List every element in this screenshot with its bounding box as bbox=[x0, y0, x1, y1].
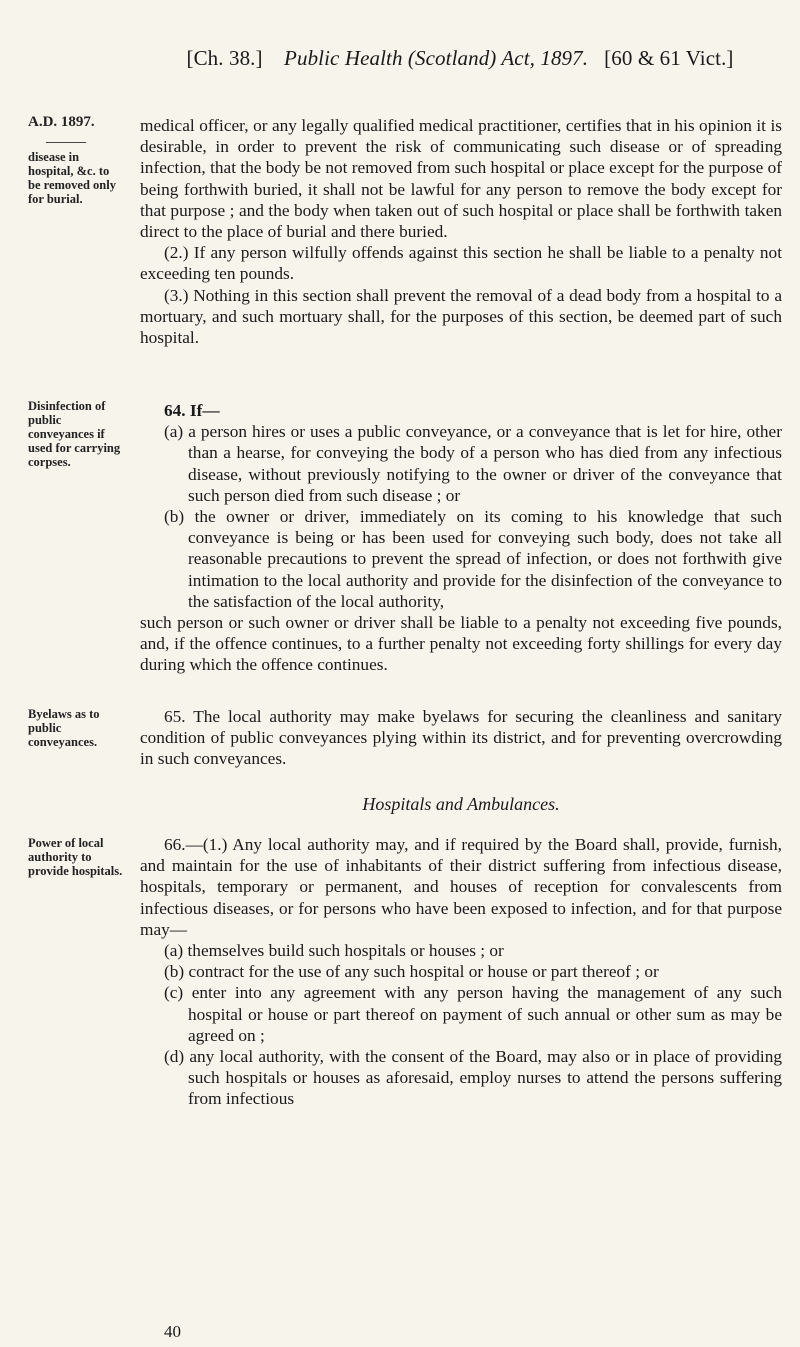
margin-rule bbox=[46, 142, 86, 143]
section-66-text: 66.—(1.) Any local authority may, and if required by the Board shall, provide, furnish, and maintain for the use of inhabitants of their district suffering from infectious disease, hospitals, temporary or permanent, and houses of reception for convalescents from infectious diseases, or for persons who have been exposed to infection, and for that purpose may— bbox=[140, 835, 782, 939]
subsection-2: (2.) If any person wilfully offends against this section he shall be liable to a penalty not exceeding ten pounds. bbox=[140, 243, 782, 284]
subsection-3: (3.) Nothing in this section shall prevent the removal of a dead body from a hospital to a mortuary, and such mortuary shall, for the purposes of this section, be deemed part of such hospital. bbox=[140, 285, 782, 348]
margin-note-byelaws: Byelaws as to public conveyances. bbox=[28, 707, 100, 749]
section-66-clause-a: (a) themselves build such hospitals or houses ; or bbox=[164, 941, 504, 961]
page-number: 40 bbox=[164, 1322, 181, 1341]
section-66-clause-c: (c) enter into any agreement with any person having the management of any such hospital or house or part thereof on payment of such annual or other sum as may be agreed on ; bbox=[164, 983, 782, 1045]
paragraph: medical officer, or any legally qualified medical practitioner, certifies that in his opinion it is desirable, in order to prevent the risk of communicating such disease or of spreading infection, that the body be not removed from such hospital or place except for the purpose of being forthwith buried, it shall not be lawful for any person to remove the body except for that purpose ; and the body when taken out of such hospital or place shall be forthwith taken direct to the place of burial and there buried. bbox=[140, 116, 782, 242]
act-title: Public Health (Scotland) Act, 1897. bbox=[284, 46, 589, 70]
margin-year: A.D. 1897. bbox=[28, 114, 95, 130]
section-66-clause-d: (d) any local authority, with the consent of the Board, may also or in place of providing such hospitals or houses as aforesaid, employ nurses to attend the persons suffering from infectious bbox=[164, 1047, 782, 1109]
margin-note-hospitals: Power of local authority to provide hospitals. bbox=[28, 836, 123, 878]
subheading: Hospitals and Ambulances. bbox=[362, 794, 560, 814]
running-header bbox=[140, 46, 780, 71]
chapter-number: [Ch. 38.] bbox=[186, 46, 263, 70]
margin-note-burial: disease in hospital, &c. to be removed only for burial. bbox=[28, 150, 116, 206]
section-64 bbox=[140, 400, 782, 676]
section-65 bbox=[140, 706, 782, 770]
section-66-clause-b: (b) contract for the use of any such hospital or house or part thereof ; or bbox=[164, 962, 659, 982]
section-64-clause-a: (a) a person hires or uses a public conveyance, or a conveyance that is let for hire, other than a hearse, for conveying the body of a person who has died from any infectious disease, without previously notifying to the owner or driver of the conveyance that such person died from such disease ; or bbox=[164, 422, 782, 505]
section-63-continuation bbox=[140, 115, 782, 348]
section-64-penalty: such person or such owner or driver shall be liable to a penalty not exceeding five pounds, and, if the offence continues, to a further penalty not exceeding forty shillings for every day during which the offence continues. bbox=[140, 613, 782, 675]
section-66 bbox=[140, 834, 782, 1110]
section-64-heading: 64. If— bbox=[164, 401, 220, 420]
regnal-year: [60 & 61 Vict.] bbox=[604, 46, 734, 70]
margin-note-disinfection: Disinfection of public conveyances if used for carrying corpses. bbox=[28, 399, 121, 469]
section-65-text: 65. The local authority may make byelaws for securing the cleanliness and sanitary condition of public conveyances plying within its district, and for preventing overcrowding in such conveyances. bbox=[140, 707, 782, 769]
section-64-clause-b: (b) the owner or driver, immediately on its coming to his knowledge that such conveyance is being or has been used for conveying such body, does not take all reasonable precautions to prevent the spread of infection, or does not forthwith give intimation to the local authority and provide for the disinfection of the conveyance to the satisfaction of the local authority, bbox=[164, 507, 782, 611]
